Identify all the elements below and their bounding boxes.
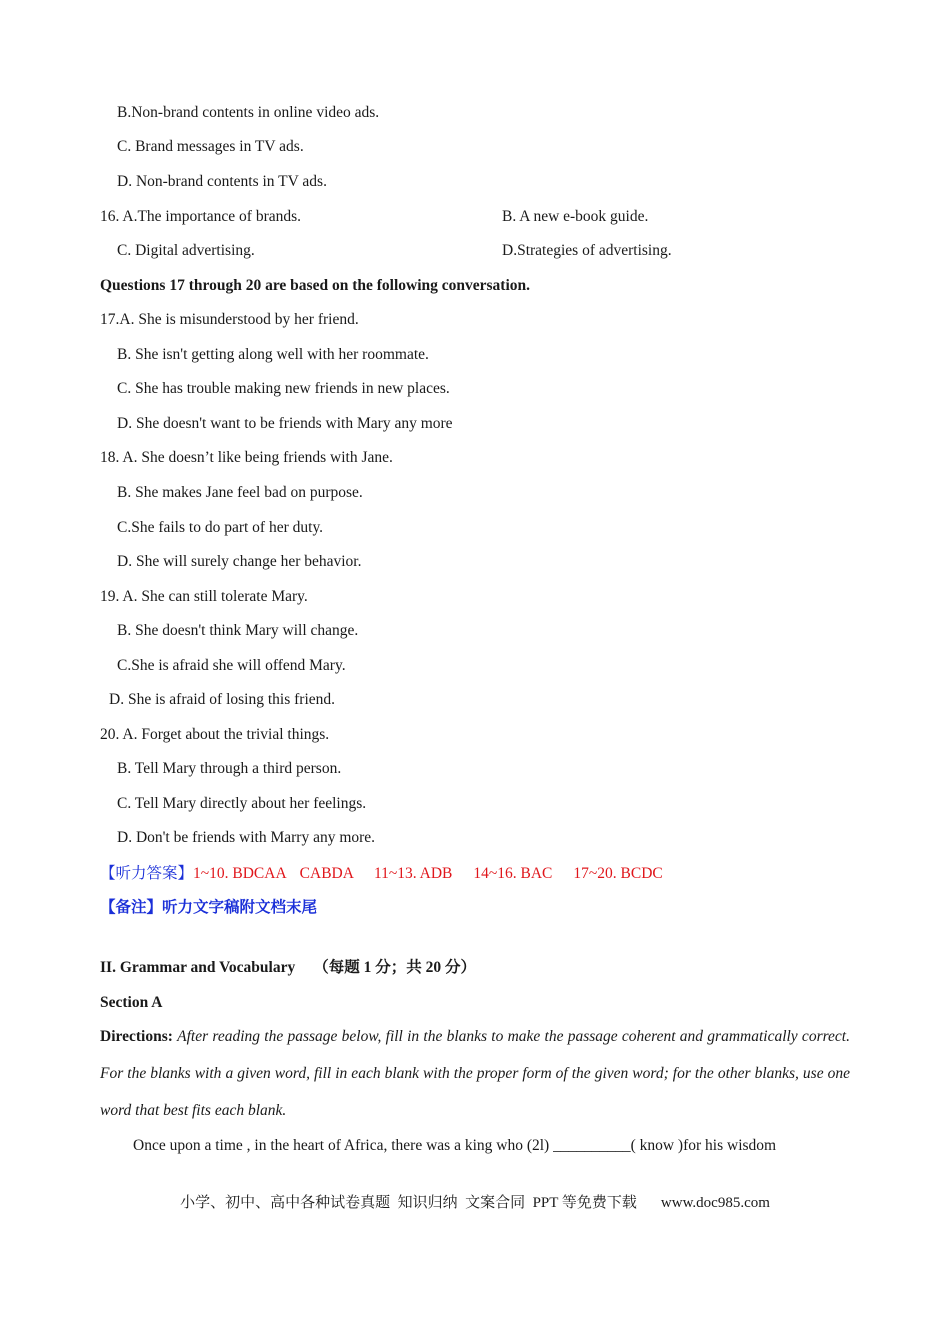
q15-option-b: B.Non-brand contents in online video ads. [117,104,380,121]
q15-option-d: D. Non-brand contents in TV ads. [117,173,327,190]
directions-text: After reading the passage below, fill in the blanks to make the passage coherent and grammatically correct. For the blanks with a given word, fill in each blank with the proper form of the given word; for the other blanks, use one word that best fits each blank. [100,1028,850,1119]
section-2-title: II. Grammar and Vocabulary [100,959,296,976]
page-footer [0,1191,950,1212]
q17-option-b: B. She isn't getting along well with her roommate. [117,346,429,363]
q17-option-a: 17.A. She is misunderstood by her friend. [100,311,359,328]
q18-option-a: 18. A. She doesn’t like being friends with Jane. [100,449,393,466]
q18-option-b: B. She makes Jane feel bad on purpose. [117,484,363,501]
listening-answers [100,864,663,884]
q18-option-c: C.She fails to do part of her duty. [117,519,324,536]
q16-option-c: C. Digital advertising. [117,242,255,259]
section-a-heading: Section A [100,994,163,1011]
answers-group-3: 11~13. ADB [373,865,453,882]
q19-option-a: 19. A. She can still tolerate Mary. [100,588,308,605]
passage-first-line: Once upon a time , in the heart of Africa, there was a king who (2l) __________( know )for his wisdom [133,1137,777,1154]
section-2-heading [100,958,476,978]
q20-option-d: D. Don't be friends with Marry any more. [117,829,376,846]
q17-option-d: D. She doesn't want to be friends with Mary any more [117,415,453,432]
q19-option-d: D. She is afraid of losing this friend. [109,691,336,708]
footer-url: www.doc985.com [660,1195,770,1211]
q20-option-c: C. Tell Mary directly about her feelings. [117,795,367,812]
directions-paragraph [100,1018,850,1129]
transcript-note: 【备注】听力文字稿附文档末尾 [100,899,318,916]
q19-option-c: C.She is afraid she will offend Mary. [117,657,346,674]
answers-group-4: 14~16. BAC [473,865,553,882]
answers-group-1: 1~10. BDCAA [193,865,287,882]
q15-option-c: C. Brand messages in TV ads. [117,138,304,155]
q17-option-c: C. She has trouble making new friends in new places. [117,380,450,397]
q18-option-d: D. She will surely change her behavior. [117,553,362,570]
conversation-heading: Questions 17 through 20 are based on the following conversation. [100,277,531,294]
answers-label: 【听力答案】 [100,865,194,882]
q20-option-a: 20. A. Forget about the trivial things. [100,726,330,743]
answers-group-2: CABDA [299,865,354,882]
q20-option-b: B. Tell Mary through a third person. [117,760,342,777]
directions-label: Directions: [100,1028,173,1045]
q19-option-b: B. She doesn't think Mary will change. [117,622,359,639]
q16-option-b: B. A new e-book guide. [502,208,649,225]
answers-group-5: 17~20. BCDC [573,865,663,882]
q16-option-d: D.Strategies of advertising. [502,242,672,259]
footer-text: 小学、初中、高中各种试卷真题 知识归纳 文案合同 PPT 等免费下载 [180,1195,637,1211]
section-2-score: （每题 1 分；共 20 分） [313,959,476,976]
q16-option-a: 16. A.The importance of brands. [100,208,302,225]
